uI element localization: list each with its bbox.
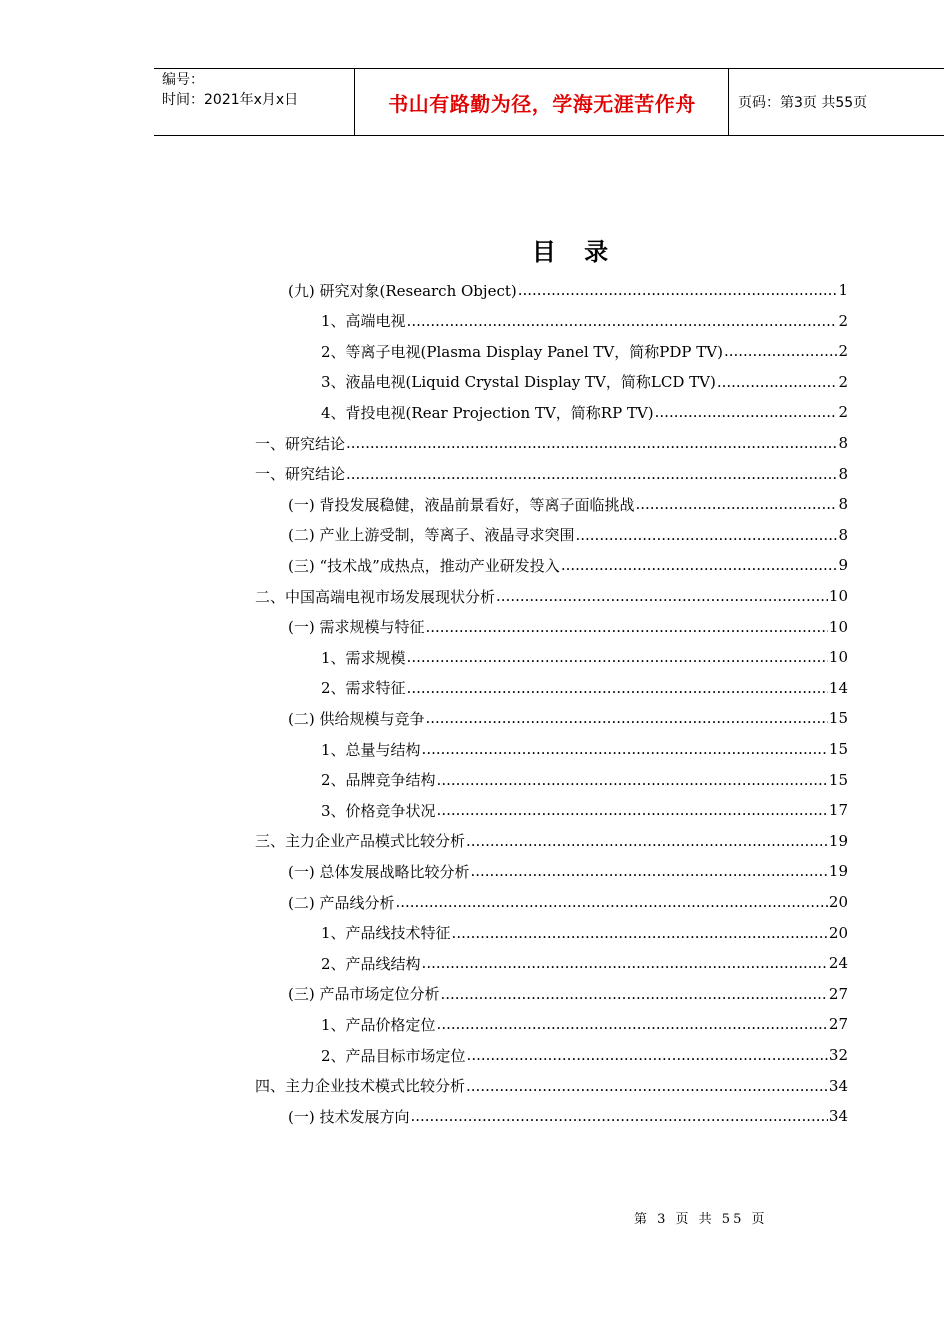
document-number-label: 编号：: [162, 72, 204, 88]
toc-entry[interactable]: (九) 研究对象(Research Object) ..... 1: [288, 275, 848, 305]
toc-entry[interactable]: (一) 背投发展稳健，液晶前景看好，等离子面临挑战 ..... 8: [288, 489, 848, 519]
toc-entry[interactable]: 3、价格竞争状况 ..... 17: [321, 795, 848, 825]
toc-entry[interactable]: (一) 技术发展方向 ..... 34: [288, 1101, 848, 1131]
toc-entry[interactable]: 2、产品目标市场定位 ..... 32: [321, 1040, 848, 1070]
header-divider-right: [728, 68, 729, 136]
toc-entry[interactable]: 一、研究结论 ..... 8: [255, 428, 848, 458]
toc-entry[interactable]: 1、产品价格定位 ..... 27: [321, 1009, 848, 1039]
header-meta: [162, 70, 298, 110]
toc-entry[interactable]: (一) 总体发展战略比较分析 ..... 19: [288, 856, 848, 886]
toc-entry[interactable]: 1、需求规模 ..... 10: [321, 642, 848, 672]
toc-entry[interactable]: 2、品牌竞争结构 ..... 15: [321, 765, 848, 795]
header-divider-left: [354, 68, 355, 136]
toc-entry[interactable]: 2、等离子电视(Plasma Display Panel TV，简称PDP TV) ..... 2: [321, 336, 848, 366]
toc-entry[interactable]: 2、需求特征 ..... 14: [321, 673, 848, 703]
toc-entry[interactable]: 4、背投电视(Rear Projection TV，简称RP TV) ..... 2: [321, 397, 848, 427]
toc-entry[interactable]: 1、高端电视 ..... 2: [321, 306, 848, 336]
header-motto: 书山有路勤为径，学海无涯苦作舟: [388, 91, 696, 116]
toc-entry[interactable]: 1、总量与结构 ..... 15: [321, 734, 848, 764]
toc-entry[interactable]: (二) 产品线分析 ..... 20: [288, 887, 848, 917]
toc-entry[interactable]: 一、研究结论 ..... 8: [255, 459, 848, 489]
toc-entry[interactable]: 2、产品线结构 ..... 24: [321, 948, 848, 978]
toc-entry[interactable]: (三) “技术战”成热点，推动产业研发投入 ..... 9: [288, 550, 848, 580]
toc-entry[interactable]: 四、主力企业技术模式比较分析 ..... 34: [255, 1071, 848, 1101]
header-page-info: 页码：第3页 共55页: [738, 95, 868, 111]
document-time-label: 时间：2021年x月x日: [162, 92, 299, 108]
toc-title: 目 录: [531, 237, 619, 266]
page-footer: 第 3 页 共 55 页: [634, 1212, 768, 1227]
toc-entry[interactable]: (二) 供给规模与竞争 ..... 15: [288, 703, 848, 733]
toc-entry[interactable]: (二) 产业上游受制，等离子、液晶寻求突围 ..... 8: [288, 520, 848, 550]
toc-entry[interactable]: (一) 需求规模与特征 ..... 10: [288, 612, 848, 642]
toc-entry[interactable]: (三) 产品市场定位分析 ..... 27: [288, 979, 848, 1009]
toc-entry[interactable]: 3、液晶电视(Liquid Crystal Display TV，简称LCD TV) ..... 2: [321, 367, 848, 397]
toc-entry[interactable]: 三、主力企业产品模式比较分析 ..... 19: [255, 826, 848, 856]
toc-entry[interactable]: 二、中国高端电视市场发展现状分析 ..... 10: [255, 581, 848, 611]
toc-entry[interactable]: 1、产品线技术特征 ..... 20: [321, 918, 848, 948]
